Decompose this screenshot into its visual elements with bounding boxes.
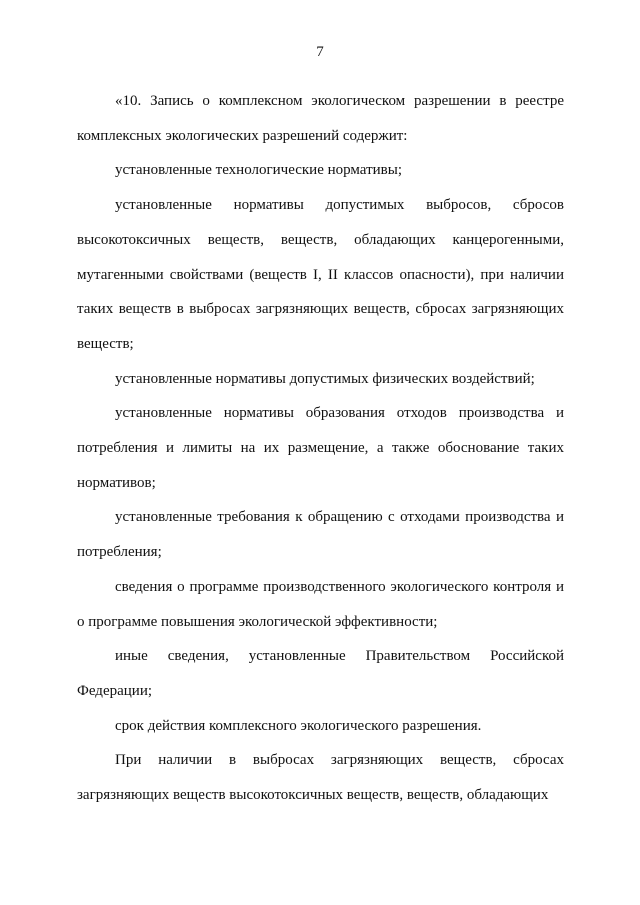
paragraph-technological-norms: установленные технологические нормативы; <box>115 162 402 179</box>
paragraph-validity-period: срок действия комплексного экологического разрешения. <box>115 717 482 734</box>
document-body <box>77 84 564 813</box>
paragraph-waste-norms: установленные нормативы образования отходов производства и потребления и лимиты на их размещение, а также обоснование таких нормативов; <box>77 405 564 491</box>
paragraph-intro: «10. Запись о комплексном экологическом разрешении в реестре комплексных экологических разрешений содержит: <box>77 93 564 144</box>
paragraph-waste-handling: установленные требования к обращению с отходами производства и потребления; <box>77 509 564 561</box>
paragraph-physical-impact-norms: установленные нормативы допустимых физических воздействий; <box>115 370 535 387</box>
paragraph-other-info: иные сведения, установленные Правительством Российской Федерации; <box>77 648 564 699</box>
paragraph-control-program: сведения о программе производственного экологического контроля и о программе повышения экологической эффективности; <box>77 578 564 630</box>
paragraph-toxic-substances: При наличии в выбросах загрязняющих веществ, сбросах загрязняющих веществ высокотоксичных веществ, веществ, обладающих <box>77 752 564 804</box>
page-number: 7 <box>316 44 324 60</box>
paragraph-emission-norms: установленные нормативы допустимых выбросов, сбросов высокотоксичных веществ, веществ, обладающих канцерогенными, мутагенными свойствами (веществ I, II классов опасности), при наличии таких веществ в выбросах загрязняющих веществ, сбросах загрязняющих веществ; <box>77 197 564 352</box>
